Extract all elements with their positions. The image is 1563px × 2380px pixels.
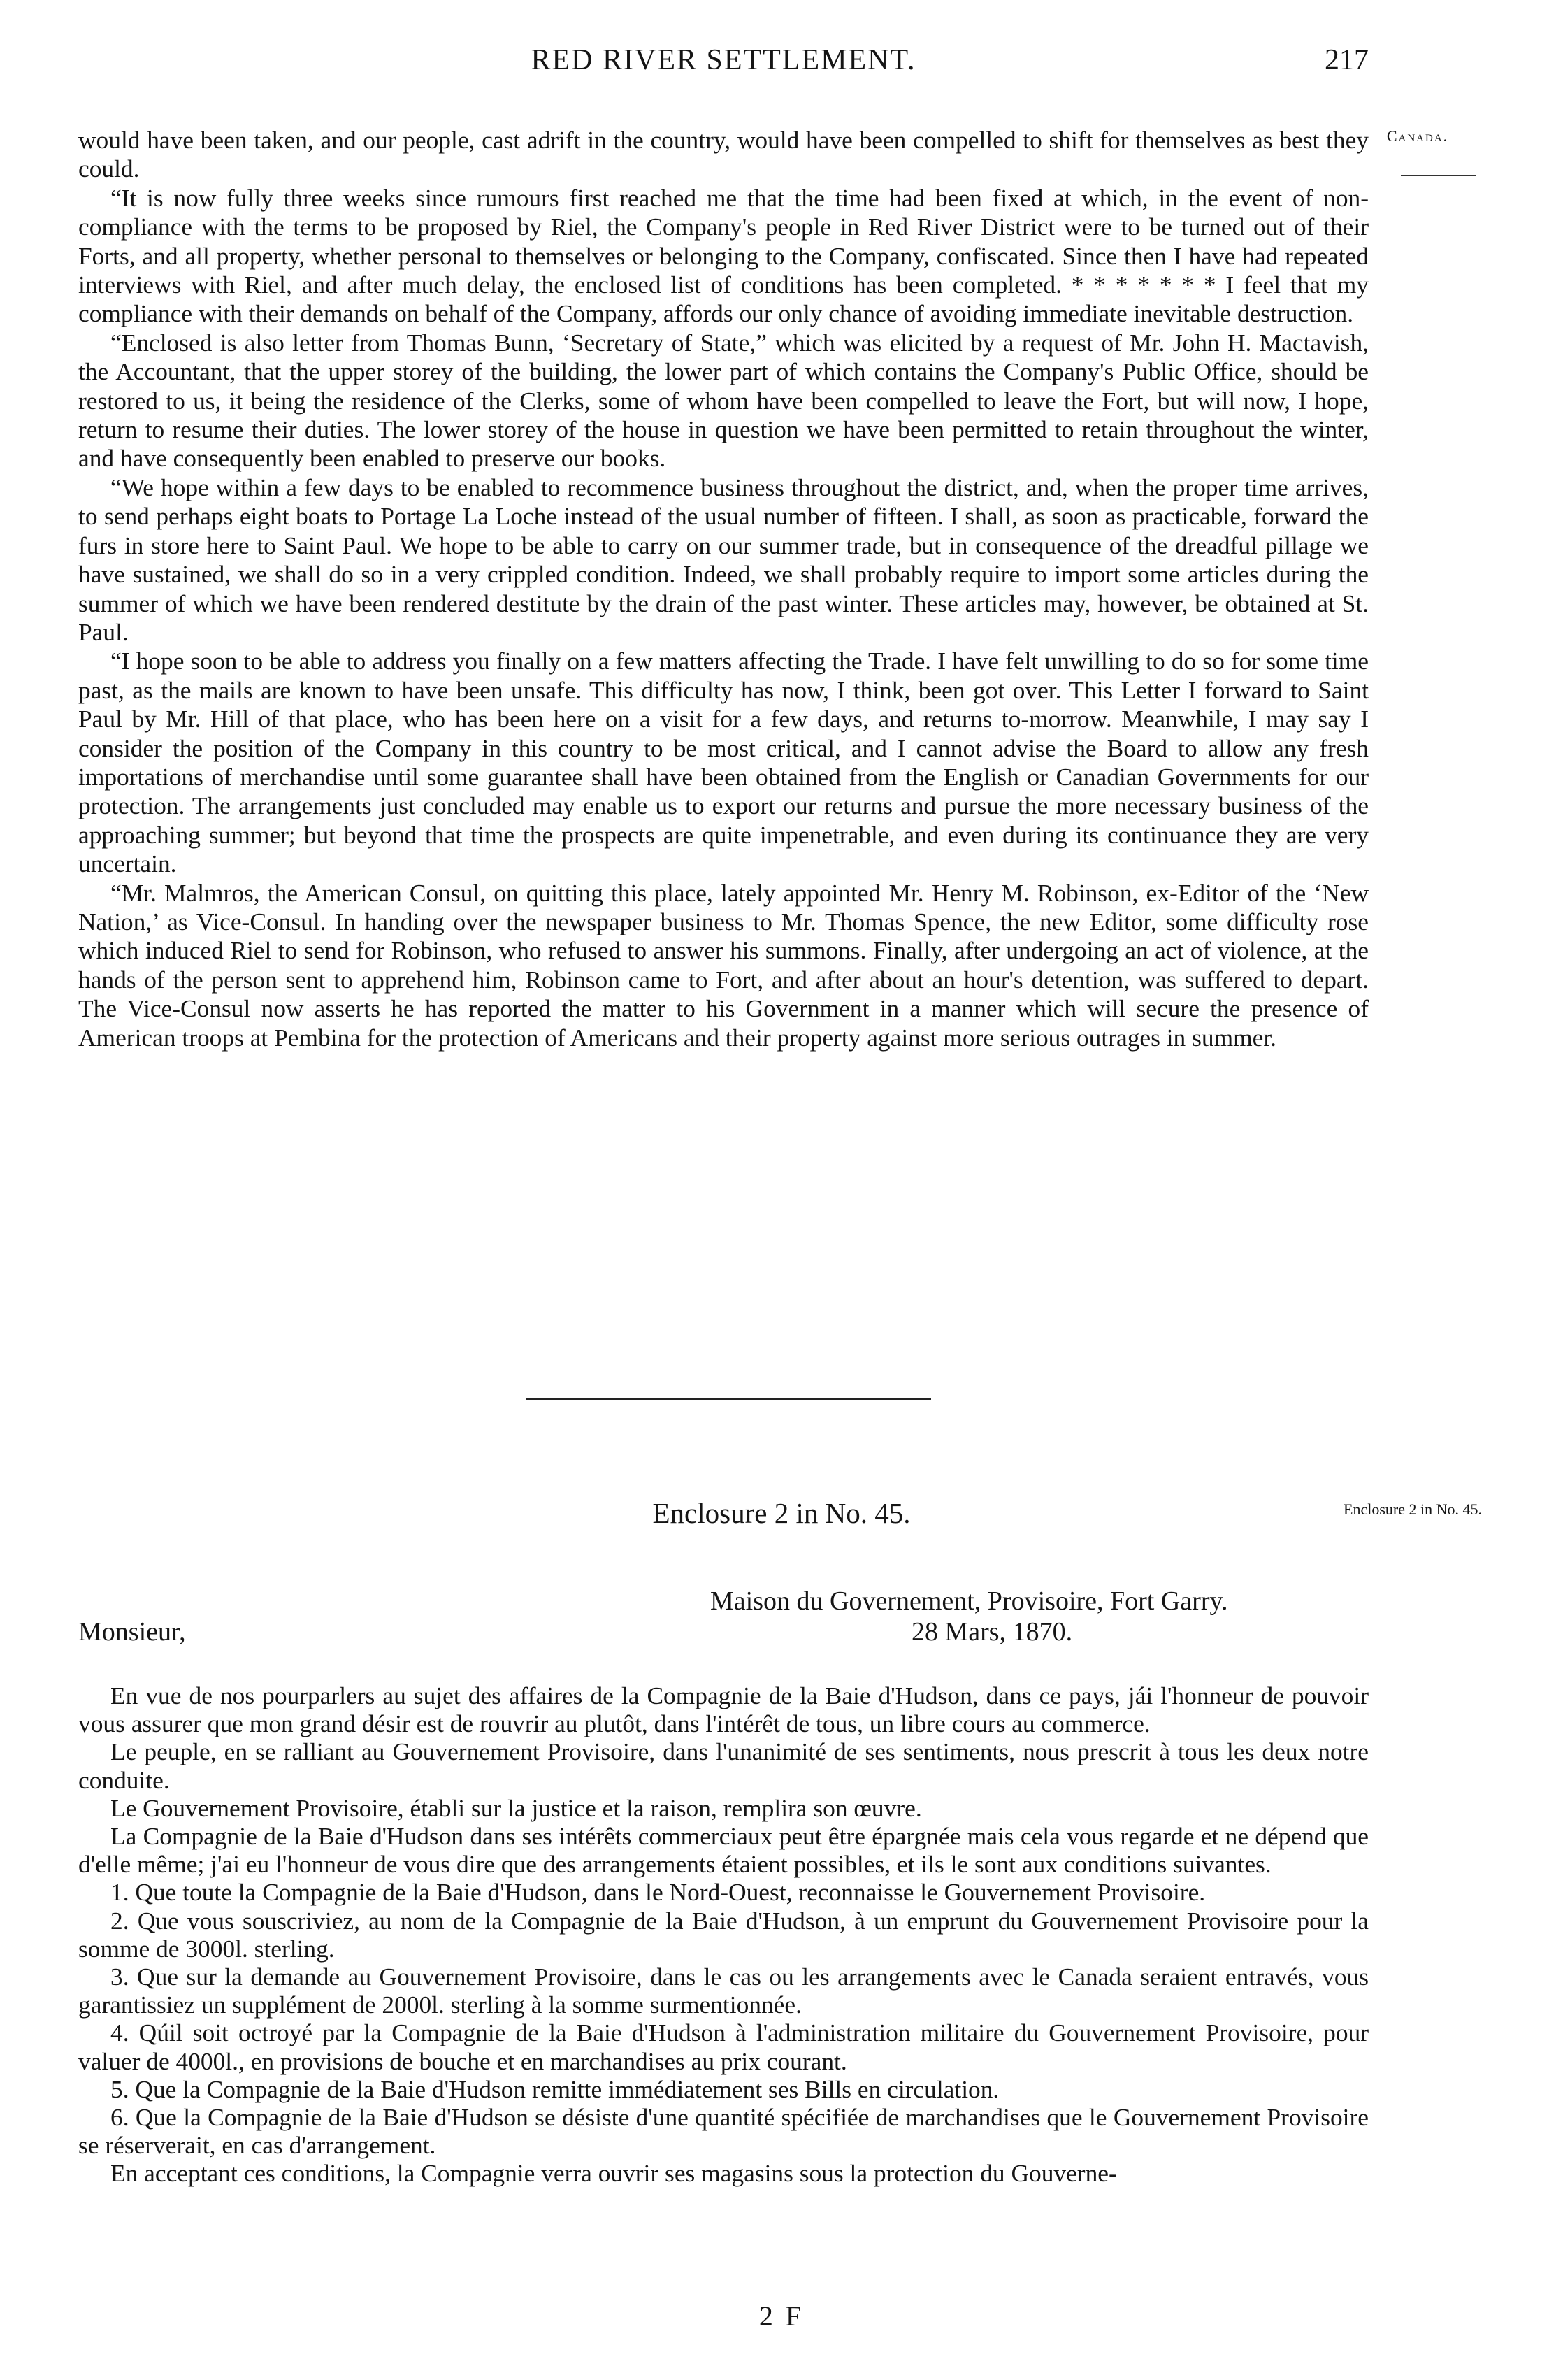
enclosure-paragraph-3: Le Gouvernement Provisoire, établi sur la justice et la raison, remplira son œuvre. — [110, 1793, 922, 1822]
running-title: RED RIVER SETTLEMENT. — [531, 44, 916, 76]
letter-paragraph-2: “It is now fully three weeks since rumours first reached me that the time had been fixed at which, in the event of non-compliance with the terms to be proposed by Riel, the Company's people in Red River District were to be turned out of their Forts, and all property, whether personal to themselves or belonging to the Company, confiscated. Since then I have had repeated interviews with Riel, and after much delay, the enclosed list of conditions has been completed. * * * * * * * I feel that my compliance with their demands on behalf of the Company, affords our only chance of avoiding immediate inevitable destruction. — [78, 183, 1369, 328]
letter-body — [78, 126, 1369, 1052]
condition-3: 3. Que sur la demande au Gouvernement Provisoire, dans le cas ou les arrangements avec le Canada seraient entravés, vous garantissiez un supplément de 2000l. sterling à la somme surmentionnée. — [78, 1963, 1369, 2019]
condition-1: 1. Que toute la Compagnie de la Baie d'Hudson, dans le Nord-Ouest, reconnaisse le Gouvernement Provisoire. — [110, 1878, 1206, 1907]
salutation: Monsieur, — [78, 1617, 186, 1647]
margin-note-enclosure: Enclosure 2 in No. 45. — [1344, 1500, 1482, 1518]
margin-rule — [1401, 175, 1476, 176]
letter-paragraph-6: “Mr. Malmros, the American Consul, on quitting this place, lately appointed Mr. Henry M. Robinson, ex-Editor of the ‘New Nation,’ as Vice-Consul. In handing over the newspaper business to Mr. Thomas Spence, the new Editor, some difficulty rose which induced Riel to send for Robinson, who refused to answer his summons. Finally, after undergoing an act of violence, at the hands of the person sent to apprehend him, Robinson came to Fort, and after about an hour's detention, was suffered to depart. The Vice-Consul now asserts he has reported the matter to his Government in a manner which will secure the presence of American troops at Pembina for the protection of Americans and their property against more serious outrages in summer. — [78, 878, 1369, 1052]
enclosure-paragraph-1: En vue de nos pourparlers au sujet des affaires de la Compagnie de la Baie d'Hudson, dans ce pays, jái l'honneur de pouvoir vous assurer que mon grand désir est de rouvrir au plutôt, dans l'intérêt de tous, un libre cours au commerce. — [78, 1682, 1369, 1738]
condition-5: 5. Que la Compagnie de la Baie d'Hudson remitte immédiatement ses Bills en circulation. — [110, 2074, 1000, 2103]
condition-6: 6. Que la Compagnie de la Baie d'Hudson se désiste d'une quantité spécifiée de marchandises que le Gouvernement Provisoire se réserverait, en cas d'arrangement. — [78, 2103, 1369, 2160]
enclosure-paragraph-2: Le peuple, en se ralliant au Gouvernement Provisoire, dans l'unanimité de ses sentiments, nous prescrit à tous les deux notre conduite. — [78, 1737, 1369, 1794]
enclosure-paragraph-closing: En acceptant ces conditions, la Compagnie verra ouvrir ses magasins sous la protection du Gouverne- — [110, 2159, 1117, 2188]
section-divider — [526, 1398, 931, 1400]
running-head — [78, 43, 1369, 85]
letter-paragraph-5: “I hope soon to be able to address you finally on a few matters affecting the Trade. I have felt unwilling to do so for some time past, as the mails are known to have been unsafe. This difficulty has now, I think, been got over. This Letter I forward to Saint Paul by Mr. Hill of that place, who has been here on a visit for a few days, and returns to-morrow. Meanwhile, I may say I consider the position of the Company in this country to be most critical, and I cannot advise the Board to allow any fresh importations of merchandise until some guarantee shall have been obtained from the English or Canadian Governments for our protection. The arrangements just concluded may enable us to export our returns and pursue the more necessary business of the approaching summer; but beyond that time the prospects are quite impenetrable, and even during its continuance they are very uncertain. — [78, 647, 1369, 878]
letter-paragraph-4: “We hope within a few days to be enabled to recommence business throughout the district, and, when the proper time arrives, to send perhaps eight boats to Portage La Loche instead of the usual number of fifteen. I shall, as soon as practicable, forward the furs in store here to Saint Paul. We hope to be able to carry on our summer trade, but in consequence of the dreadful pillage we have sustained, we shall do so in a very crippled condition. Indeed, we shall probably require to import some articles during the summer of which we have been rendered destitute by the drain of the past winter. These articles may, however, be obtained at St. Paul. — [78, 473, 1369, 646]
condition-4: 4. Qúil soit octroyé par la Compagnie de la Baie d'Hudson à l'administration militaire du Gouvernement Provisoire, pour valuer de 4000l., en provisions de bouche et en marchandises au prix courant. — [78, 2019, 1369, 2075]
letter-date: 28 Mars, 1870. — [912, 1617, 1073, 1647]
enclosure-paragraph-4: La Compagnie de la Baie d'Hudson dans ses intérêts commerciaux peut être épargnée mais cela vous regarde et ne dépend que d'elle même; j'ai eu l'honneur de vous dire que des arrangements étaient possibles, et ils le sont aux conditions suivantes. — [78, 1822, 1369, 1879]
signature-mark: 2 F — [758, 2300, 805, 2332]
letter-paragraph-3: “Enclosed is also letter from Thomas Bunn, ‘Secretary of State,” which was elicited by a request of Mr. John H. Mactavish, the Accountant, that the upper storey of the building, the lower part of which contains the Company's Public Office, should be restored to us, it being the residence of the Clerks, some of whom have been compelled to leave the Fort, but will now, I hope, return to resume their duties. The lower storey of the house in question we have been permitted to retain throughout the winter, and have consequently been enabled to preserve our books. — [78, 328, 1369, 473]
condition-2: 2. Que vous souscriviez, au nom de la Compagnie de la Baie d'Hudson, à un emprunt du Gouvernement Provisoire pour la somme de 3000l. sterling. — [78, 1906, 1369, 1963]
enclosure-title: Enclosure 2 in No. 45. — [652, 1497, 911, 1529]
margin-note-canada: Canada. — [1386, 127, 1449, 145]
page-number: 217 — [1325, 44, 1369, 76]
letter-paragraph-1: would have been taken, and our people, cast adrift in the country, would have been compelled to shift for themselves as best they could. — [78, 126, 1369, 183]
letter-place: Maison du Governement, Provisoire, Fort Garry. — [710, 1586, 1228, 1616]
enclosure-body — [78, 1682, 1369, 2188]
